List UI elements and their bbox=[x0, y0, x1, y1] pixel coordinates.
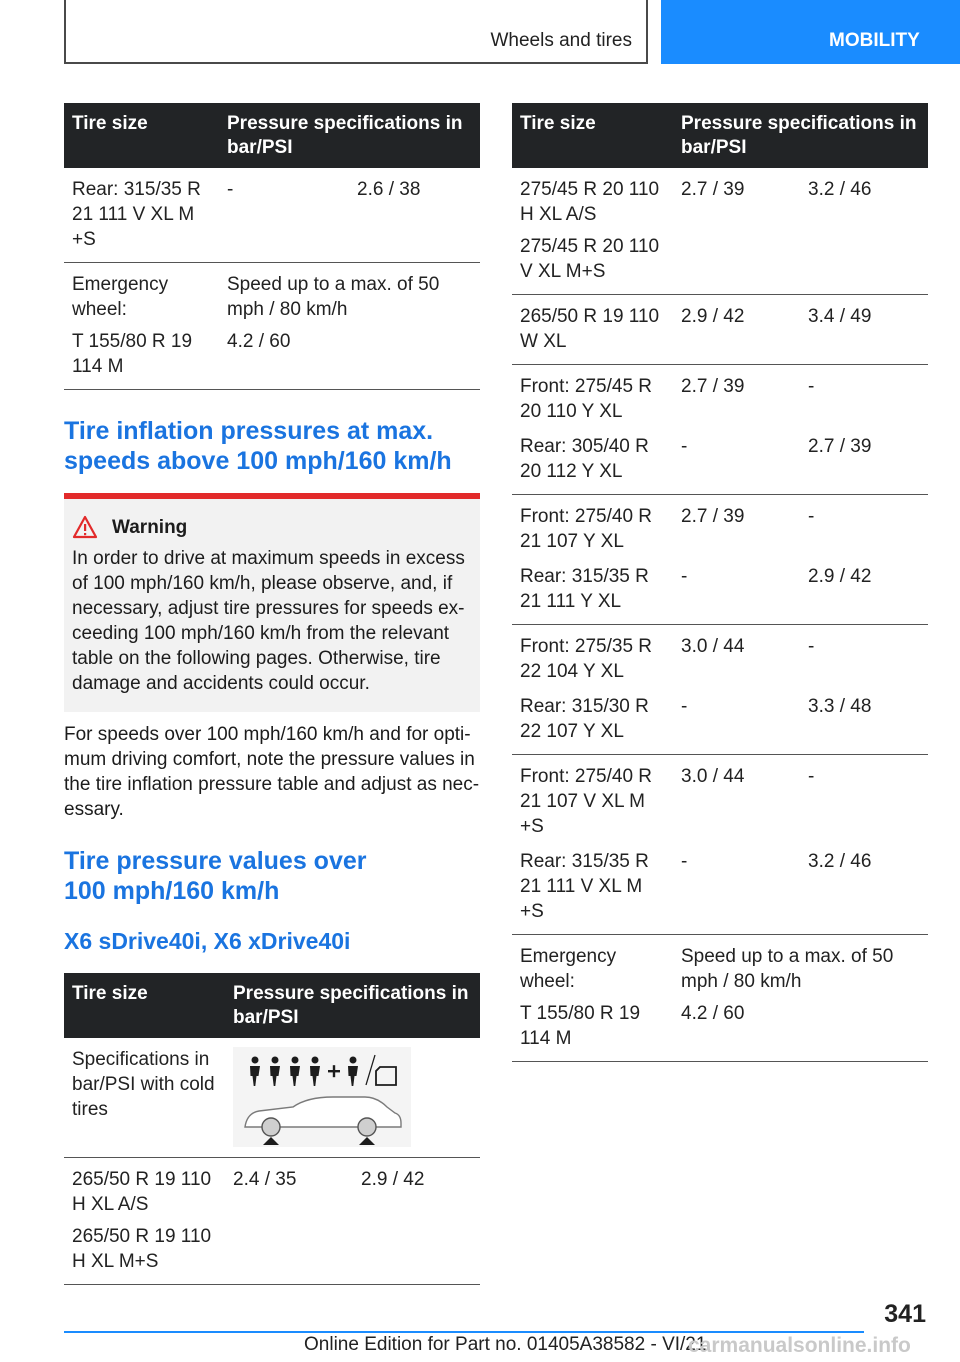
page-number: 341 bbox=[884, 1300, 926, 1328]
emergency-pressure-cell bbox=[219, 263, 480, 390]
warning-text: In order to drive at maximum speeds in excess of 100 mph/160 km/h, please observe, and, if necessary, adjust tire pressures for speeds exceeding 100 mph/160 km/h from the relevant table on the following pages. Otherwise, tire damage and accidents could occur. bbox=[72, 548, 465, 694]
rear-pressure-cell: - bbox=[808, 636, 815, 657]
warning-triangle-icon bbox=[72, 515, 98, 546]
rear-pressure-cell: - bbox=[808, 506, 815, 527]
person-icon bbox=[310, 1057, 320, 1087]
front-pressure-cell: - bbox=[673, 844, 800, 935]
person-icon bbox=[250, 1057, 260, 1087]
tire-size-cell: Front: 275/45 R 20 110 Y XL bbox=[520, 376, 653, 422]
front-pressure-cell: 2.7 / 39 bbox=[673, 168, 800, 295]
emergency-value: 4.2 / 60 bbox=[681, 1003, 745, 1024]
table-row bbox=[512, 625, 928, 690]
tire-size-cell: Rear: 315/30 R 22 107 Y XL bbox=[512, 689, 673, 755]
person-icon bbox=[290, 1057, 300, 1087]
pressure-arrow-icon bbox=[359, 1137, 375, 1145]
rear-pressure-cell: - bbox=[808, 376, 815, 397]
emergency-pressure-cell bbox=[673, 935, 928, 1062]
warning-title-text: Warning bbox=[112, 517, 188, 538]
table-row bbox=[512, 689, 928, 755]
emergency-note: Speed up to a max. of 50 mph / 80 km/h bbox=[681, 946, 894, 992]
front-pressure-cell: 2.7 / 39 bbox=[681, 506, 745, 527]
table-row-spec bbox=[64, 1038, 480, 1158]
tire-size-a: 275/45 R 20 110 H XL A/S bbox=[520, 179, 660, 225]
warning-box bbox=[64, 493, 480, 712]
rear-pressure-cell: 2.6 / 38 bbox=[349, 168, 480, 263]
table-row bbox=[512, 295, 928, 365]
tire-size-cell: Rear: 315/35 R 21 111 Y XL bbox=[512, 559, 673, 625]
emergency-value: 4.2 / 60 bbox=[227, 331, 291, 352]
rear-pressure-cell: - bbox=[808, 766, 815, 787]
rear-pressure-cell: 2.9 / 42 bbox=[800, 559, 928, 625]
front-pressure-cell: - bbox=[219, 168, 349, 263]
header-pressure-spec: Pressure specifications in bar/PSI bbox=[225, 973, 480, 1038]
tire-size-cell: Front: 275/35 R 22 104 Y XL bbox=[520, 636, 653, 682]
rear-pressure-cell: 2.9 / 42 bbox=[353, 1158, 480, 1285]
car-side-icon bbox=[245, 1097, 401, 1136]
pressure-arrow-icon bbox=[263, 1137, 279, 1145]
spec-label: Specifications in bar/PSI with cold tires bbox=[64, 1038, 225, 1158]
table-row-emergency bbox=[64, 263, 480, 390]
rear-pressure-cell: 3.2 / 46 bbox=[800, 168, 928, 295]
right-column bbox=[512, 103, 928, 1062]
table-row bbox=[512, 429, 928, 495]
table-row bbox=[512, 365, 928, 430]
front-pressure-cell: 2.9 / 42 bbox=[673, 295, 800, 365]
table-row bbox=[512, 168, 928, 295]
tire-size-cell bbox=[512, 168, 673, 295]
table-row bbox=[64, 1158, 480, 1285]
model-subtitle: X6 sDrive40i, X6 xDrive40i bbox=[64, 928, 351, 954]
left-column bbox=[64, 103, 480, 1285]
person-icon bbox=[348, 1057, 358, 1087]
pressure-table-right bbox=[512, 103, 928, 1062]
person-icon bbox=[270, 1057, 280, 1087]
front-pressure-cell: - bbox=[673, 559, 800, 625]
table-row bbox=[512, 755, 928, 845]
table-row bbox=[512, 844, 928, 935]
emergency-size: T 155/80 R 19 114 M bbox=[520, 1003, 641, 1049]
header-pressure-spec: Pressure specifications in bar/PSI bbox=[673, 103, 928, 168]
table-row-emergency bbox=[512, 935, 928, 1062]
tire-size-cell: 265/50 R 19 110 W XL bbox=[512, 295, 673, 365]
rear-pressure-cell: 3.2 / 46 bbox=[800, 844, 928, 935]
emergency-label: Emergency wheel: bbox=[520, 946, 617, 992]
table-row bbox=[512, 559, 928, 625]
footer-divider bbox=[64, 1331, 864, 1333]
tire-size-a: 265/50 R 19 110 H XL A/S bbox=[72, 1169, 212, 1215]
rear-pressure-cell: 2.7 / 39 bbox=[800, 429, 928, 495]
tire-size-cell: Front: 275/40 R 21 107 Y XL bbox=[520, 506, 653, 552]
tire-size-cell bbox=[64, 263, 219, 390]
header-tire-size: Tire size bbox=[64, 973, 225, 1038]
tire-size-cell: Rear: 315/35 R 21 111 V XL M +S bbox=[64, 168, 219, 263]
emergency-size: T 155/80 R 19 114 M bbox=[72, 331, 193, 377]
header-section-title: Wheels and tires bbox=[490, 30, 632, 51]
section-title-pressure-values: Tire pressure values over 100 mph/160 km/h bbox=[64, 847, 367, 905]
section-title-max-speed: Tire inflation pressures at max. speeds above 100 mph/160 km/h bbox=[64, 417, 452, 475]
header-tire-size: Tire size bbox=[64, 103, 219, 168]
front-pressure-cell: - bbox=[673, 689, 800, 755]
tire-size-b: 265/50 R 19 110 H XL M+S bbox=[72, 1226, 212, 1272]
rear-pressure-cell: 3.3 / 48 bbox=[800, 689, 928, 755]
luggage-icon bbox=[376, 1067, 396, 1085]
tire-size-cell bbox=[64, 1158, 225, 1285]
front-pressure-cell: 3.0 / 44 bbox=[681, 636, 745, 657]
header-frame bbox=[64, 0, 648, 64]
table-row bbox=[512, 495, 928, 560]
tire-size-cell: Rear: 305/40 R 20 112 Y XL bbox=[512, 429, 673, 495]
header-pressure-spec: Pressure specifications in bar/PSI bbox=[219, 103, 480, 168]
emergency-note: Speed up to a max. of 50 mph / 80 km/h bbox=[227, 274, 440, 320]
watermark: carmanualsonline.info bbox=[688, 1334, 911, 1357]
illustration-cell bbox=[225, 1038, 480, 1158]
warning-title bbox=[112, 515, 472, 540]
emergency-label: Emergency wheel: bbox=[72, 274, 169, 320]
header-chapter-tab: MOBILITY bbox=[661, 0, 960, 64]
tire-size-b: 275/45 R 20 110 V XL M+S bbox=[520, 236, 660, 282]
front-pressure-cell: 3.0 / 44 bbox=[681, 766, 745, 787]
body-paragraph: For speeds over 100 mph/160 km/h and for optimum driving comfort, note the pressure values in the tire inflation pressure table and adjust as necessary. bbox=[64, 724, 480, 820]
tire-size-cell: Front: 275/40 R 21 107 V XL M +S bbox=[520, 766, 653, 837]
front-pressure-cell: - bbox=[673, 429, 800, 495]
pressure-table-bottom-left bbox=[64, 973, 480, 1285]
rear-pressure-cell: 3.4 / 49 bbox=[800, 295, 928, 365]
tire-size-cell bbox=[512, 935, 673, 1062]
front-pressure-cell: 2.4 / 35 bbox=[225, 1158, 353, 1285]
load-illustration bbox=[233, 1047, 411, 1147]
front-pressure-cell: 2.7 / 39 bbox=[681, 376, 745, 397]
table-row bbox=[64, 168, 480, 263]
header-tire-size: Tire size bbox=[512, 103, 673, 168]
pressure-table-top-left bbox=[64, 103, 480, 390]
footer-edition: Online Edition for Part no. 01405A38582 - VI/21 bbox=[304, 1334, 707, 1355]
tire-size-cell: Rear: 315/35 R 21 111 V XL M +S bbox=[512, 844, 673, 935]
